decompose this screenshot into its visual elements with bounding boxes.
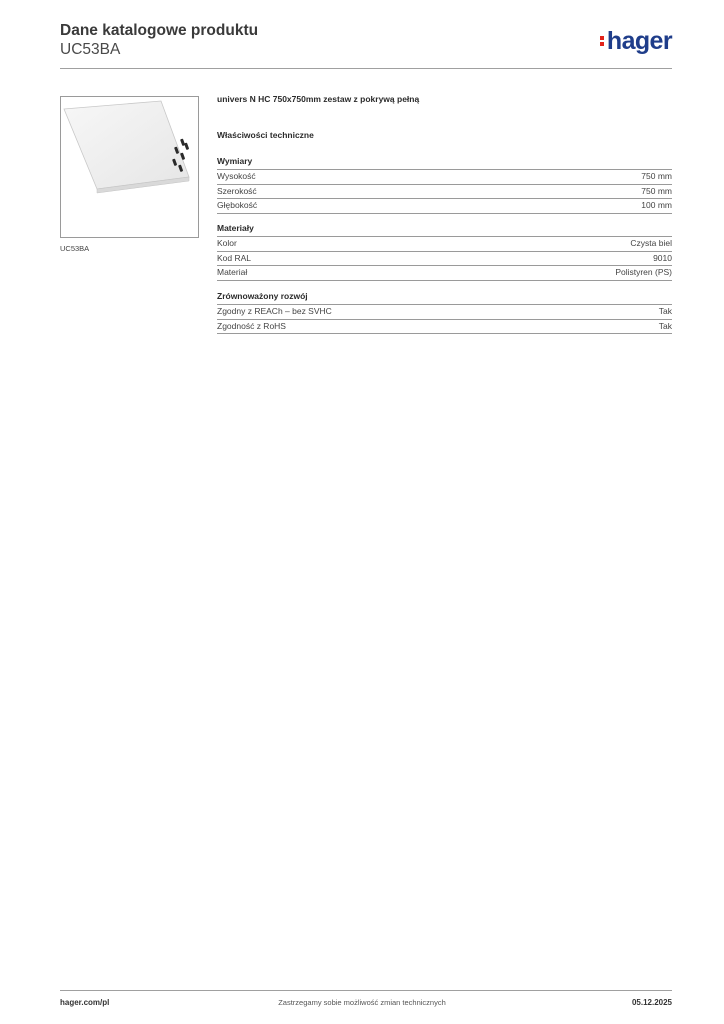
spec-label: Zgodność z RoHS bbox=[217, 320, 286, 331]
section-title: Zrównoważony rozwój bbox=[217, 290, 672, 305]
product-image-frame bbox=[60, 96, 199, 238]
product-description: univers N HC 750x750mm zestaw z pokrywą pełną bbox=[217, 94, 420, 104]
spec-label: Szerokość bbox=[217, 185, 257, 196]
section-dimensions bbox=[217, 155, 672, 214]
footer-divider bbox=[60, 990, 672, 991]
page-header bbox=[60, 22, 672, 70]
product-image bbox=[61, 97, 198, 237]
logo-text: hager bbox=[606, 27, 672, 55]
header-divider bbox=[60, 68, 672, 69]
section-sustainability bbox=[217, 290, 672, 334]
spec-row bbox=[217, 199, 672, 214]
spec-value: 750 mm bbox=[641, 185, 672, 196]
footer-date: 05.12.2025 bbox=[631, 998, 672, 1007]
spec-value: Tak bbox=[658, 320, 672, 331]
logo-dots-icon bbox=[600, 34, 605, 48]
spec-label: Wysokość bbox=[217, 171, 256, 181]
spec-label: Kolor bbox=[217, 238, 237, 248]
spec-row bbox=[217, 170, 672, 185]
spec-row bbox=[217, 252, 672, 267]
product-code: UC53BA bbox=[60, 41, 121, 58]
section-materials bbox=[217, 222, 672, 281]
spec-value: 750 mm bbox=[641, 171, 672, 181]
cover-panel-shape bbox=[64, 101, 189, 189]
document-title: Dane katalogowe produktu bbox=[60, 22, 259, 39]
technical-properties-title: Właściwości techniczne bbox=[217, 130, 314, 140]
spec-row bbox=[217, 237, 672, 252]
spec-row bbox=[217, 320, 672, 335]
section-title: Materiały bbox=[217, 222, 672, 237]
spec-label: Materiał bbox=[217, 267, 248, 277]
spec-value: Polistyren (PS) bbox=[615, 267, 672, 277]
footer-website-link[interactable]: hager.com/pl bbox=[60, 998, 110, 1007]
spec-value: Tak bbox=[658, 306, 672, 316]
spec-label: Zgodny z REACh – bez SVHC bbox=[217, 306, 332, 316]
section-title: Wymiary bbox=[217, 155, 672, 170]
spec-label: Kod RAL bbox=[217, 252, 252, 263]
image-caption: UC53BA bbox=[60, 244, 90, 253]
spec-label: Głębokość bbox=[217, 200, 258, 210]
spec-row bbox=[217, 305, 672, 320]
spec-row bbox=[217, 266, 672, 281]
spec-row bbox=[217, 185, 672, 200]
spec-value: 9010 bbox=[653, 252, 672, 263]
footer-disclaimer: Zastrzegamy sobie możliwość zmian technicznych bbox=[278, 998, 446, 1007]
spec-value: 100 mm bbox=[641, 200, 672, 210]
spec-value: Czysta biel bbox=[630, 238, 672, 248]
hager-logo[interactable] bbox=[600, 27, 672, 56]
